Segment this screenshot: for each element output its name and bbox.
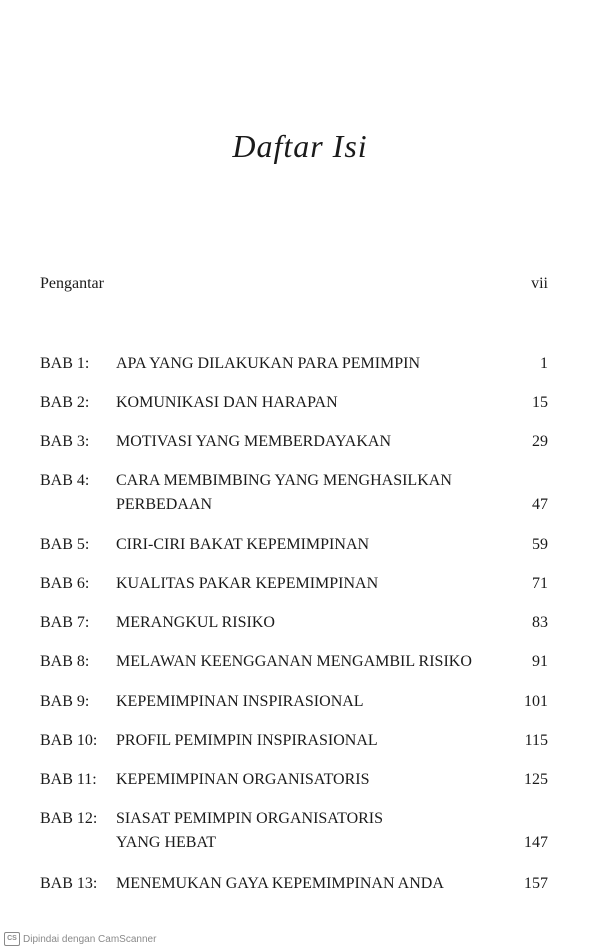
chapter-number: BAB 1: xyxy=(40,355,90,372)
chapter-title-line: CARA MEMBIMBING YANG MENGHASILKAN xyxy=(116,472,452,489)
chapter-number: BAB 13: xyxy=(40,875,98,892)
chapter-number: BAB 3: xyxy=(40,433,90,450)
chapter-title-line: KOMUNIKASI DAN HARAPAN xyxy=(116,394,338,411)
chapter-title xyxy=(116,611,496,635)
chapter-number: BAB 10: xyxy=(40,732,98,749)
chapter-page-number: 83 xyxy=(532,614,548,631)
chapter-page-number: 91 xyxy=(532,653,548,670)
chapter-title xyxy=(116,729,496,753)
chapter-page-number: 157 xyxy=(524,875,548,892)
chapter-number: BAB 8: xyxy=(40,653,90,670)
chapter-number: BAB 7: xyxy=(40,614,90,631)
chapter-title-line: KEPEMIMPINAN ORGANISATORIS xyxy=(116,771,370,788)
chapter-number: BAB 9: xyxy=(40,693,90,710)
chapter-page-number: 47 xyxy=(532,496,548,513)
camscanner-logo-icon: CS xyxy=(4,932,20,946)
chapter-title-line: PERBEDAAN xyxy=(116,496,213,513)
chapter-page-number: 29 xyxy=(532,433,548,450)
chapter-title-line: KUALITAS PAKAR KEPEMIMPINAN xyxy=(116,575,379,592)
preface-row xyxy=(40,275,548,293)
chapter-title-line: CIRI-CIRI BAKAT KEPEMIMPINAN xyxy=(116,536,370,553)
chapter-title xyxy=(116,768,496,792)
chapter-page-number: 125 xyxy=(524,771,548,788)
chapter-page-number: 101 xyxy=(524,693,548,710)
chapter-number: BAB 12: xyxy=(40,810,98,827)
page-title: Daftar Isi xyxy=(232,128,368,164)
chapter-title xyxy=(116,533,496,557)
chapter-title xyxy=(116,690,496,714)
chapter-number: BAB 4: xyxy=(40,472,90,489)
chapter-title xyxy=(116,872,496,896)
chapter-title xyxy=(116,469,496,517)
watermark-text: Dipindai dengan CamScanner xyxy=(23,933,157,945)
chapter-number: BAB 6: xyxy=(40,575,90,592)
chapter-title-line: MERANGKUL RISIKO xyxy=(116,614,275,631)
chapter-number: BAB 5: xyxy=(40,536,90,553)
chapter-page-number: 147 xyxy=(524,834,548,851)
chapter-title xyxy=(116,430,496,454)
chapter-title xyxy=(116,352,496,376)
chapter-title-line: SIASAT PEMIMPIN ORGANISATORIS xyxy=(116,810,384,827)
chapter-title-line: MOTIVASI YANG MEMBERDAYAKAN xyxy=(116,433,391,450)
chapter-title xyxy=(116,650,496,674)
chapter-page-number: 59 xyxy=(532,536,548,553)
chapter-page-number: 71 xyxy=(532,575,548,592)
chapter-title xyxy=(116,807,496,855)
preface-page: vii xyxy=(531,275,548,292)
chapter-page-number: 1 xyxy=(540,355,548,372)
chapter-title-line: APA YANG DILAKUKAN PARA PEMIMPIN xyxy=(116,355,421,372)
chapter-page-number: 15 xyxy=(532,394,548,411)
chapter-page-number: 115 xyxy=(524,732,548,749)
chapter-title-line: KEPEMIMPINAN INSPIRASIONAL xyxy=(116,693,364,710)
chapter-title-line: PROFIL PEMIMPIN INSPIRASIONAL xyxy=(116,732,378,749)
chapter-title-line: MENEMUKAN GAYA KEPEMIMPINAN ANDA xyxy=(116,875,444,892)
chapter-title xyxy=(116,391,496,415)
preface-label: Pengantar xyxy=(40,275,104,292)
chapter-title-line: MELAWAN KEENGGANAN MENGAMBIL RISIKO xyxy=(116,653,472,670)
chapter-title xyxy=(116,572,496,596)
chapter-number: BAB 2: xyxy=(40,394,90,411)
scanner-watermark xyxy=(4,932,156,946)
chapter-number: BAB 11: xyxy=(40,771,97,788)
chapter-title-line: YANG HEBAT xyxy=(116,834,216,851)
